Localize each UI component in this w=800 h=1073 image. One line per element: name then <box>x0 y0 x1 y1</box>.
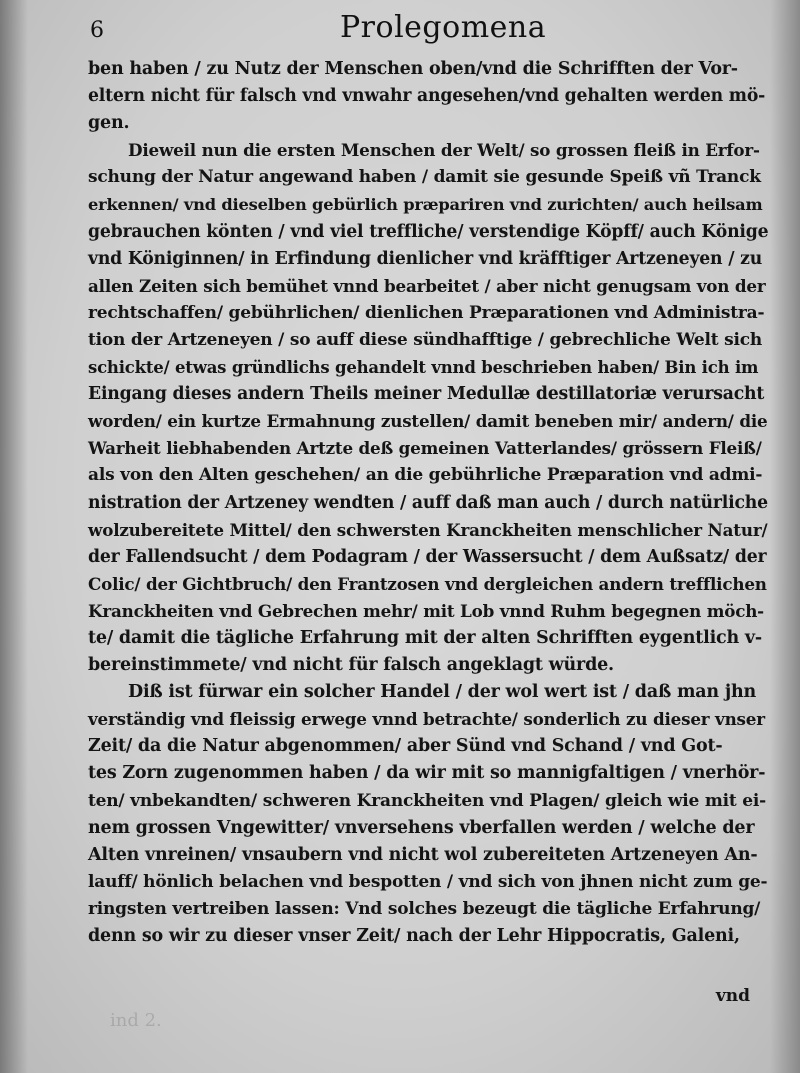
text-line: verständig vnd fleissig erwege vnnd betrachte/ sonderlich zu dieser vnser <box>88 709 765 730</box>
text-line: Diß ist fürwar ein solcher Handel / der wol wert ist / daß man jhn <box>128 682 756 703</box>
text-line: lauff/ hönlich belachen vnd bespotten / vnd sich von jhnen nicht zum ge- <box>88 871 768 892</box>
text-line: schickte/ etwas gründlichs gehandelt vnnd beschrieben haben/ Bin ich im <box>88 358 759 378</box>
text-line: eltern nicht für falsch vnd vnwahr angesehen/vnd gehalten werden mö- <box>88 86 766 107</box>
left-edge-shadow <box>0 0 28 1073</box>
text-line: te/ damit die tägliche Erfahrung mit der alten Schrifften eygentlich v- <box>88 627 762 648</box>
text-line: Colic/ der Gichtbruch/ den Frantzosen vnd dergleichen andern trefflichen <box>88 573 767 594</box>
text-line: nem grossen Vngewitter/ vnversehens vberfallen werden / welche der <box>88 817 755 838</box>
text-line: rechtschaffen/ gebührlichen/ dienlichen Præparationen vnd Administra- <box>88 302 765 323</box>
text-line: als von den Alten geschehen/ an die gebührliche Præparation vnd admi- <box>88 465 763 486</box>
text-line: nistration der Artzeney wendten / auff daß man auch / durch natürliche <box>88 492 768 513</box>
text-line: ten/ vnbekandten/ schweren Kranckheiten vnd Plagen/ gleich wie mit ei- <box>88 790 767 811</box>
bleed-through-text: ind 2. <box>110 1010 162 1031</box>
running-title: Prolegomena <box>340 10 547 45</box>
text-line: Alten vnreinen/ vnsaubern vnd nicht wol zubereiteten Artzeneyen An- <box>88 844 758 865</box>
right-edge-shadow <box>770 0 800 1073</box>
text-line: tion der Artzeneyen / so auff diese sündhafftige / gebrechliche Welt sich <box>88 329 763 350</box>
text-line: tes Zorn zugenommen haben / da wir mit so mannigfaltigen / vnerhör- <box>88 763 766 784</box>
text-line: schung der Natur angewand haben / damit sie gesunde Speiß vñ Tranck <box>88 167 761 188</box>
text-line: ben haben / zu Nutz der Menschen oben/vnd die Schrifften der Vor- <box>88 59 738 79</box>
text-line: bereinstimmete/ vnd nicht für falsch angeklagt würde. <box>88 655 614 676</box>
page-number: 6 <box>90 18 104 43</box>
text-line: Kranckheiten vnd Gebrechen mehr/ mit Lob vnnd Ruhm begegnen möch- <box>88 600 764 621</box>
text-line: gebrauchen könten / vnd viel treffliche/ verstendige Köpff/ auch Könige <box>88 221 769 242</box>
text-line: wolzubereitete Mittel/ den schwersten Kranckheiten menschlicher Natur/ <box>88 519 768 540</box>
text-line: erkennen/ vnd dieselben gebürlich præpariren vnd zurichten/ auch heilsam <box>88 195 763 215</box>
text-line: Warheit liebhabenden Artzte deß gemeinen Vatterlandes/ grössern Fleiß/ <box>88 438 762 459</box>
text-line: Eingang dieses andern Theils meiner Medullæ destillatoriæ verursacht <box>88 384 765 405</box>
text-line: vnd Königinnen/ in Erfindung dienlicher vnd kräfftiger Artzeneyen / zu <box>88 248 763 269</box>
text-line: der Fallendsucht / dem Podagram / der Wassersucht / dem Außsatz/ der <box>88 546 767 567</box>
catchword: vnd <box>715 986 750 1006</box>
text-line: denn so wir zu dieser vnser Zeit/ nach der Lehr Hippocratis, Galeni, <box>88 926 740 946</box>
text-line: ringsten vertreiben lassen: Vnd solches bezeugt die tägliche Erfahrung/ <box>88 898 761 919</box>
page-header <box>80 8 760 48</box>
text-line: worden/ ein kurtze Ermahnung zustellen/ damit beneben mir/ andern/ die <box>88 411 768 432</box>
text-line: gen. <box>88 113 130 134</box>
text-line: Zeit/ da die Natur abgenommen/ aber Sünd vnd Schand / vnd Got- <box>88 736 723 757</box>
text-line: Dieweil nun die ersten Menschen der Welt/ so grossen fleiß in Erfor- <box>128 140 760 161</box>
body-text <box>88 56 768 950</box>
text-line: allen Zeiten sich bemühet vnnd bearbeitet / aber nicht genugsam von der <box>88 275 766 296</box>
